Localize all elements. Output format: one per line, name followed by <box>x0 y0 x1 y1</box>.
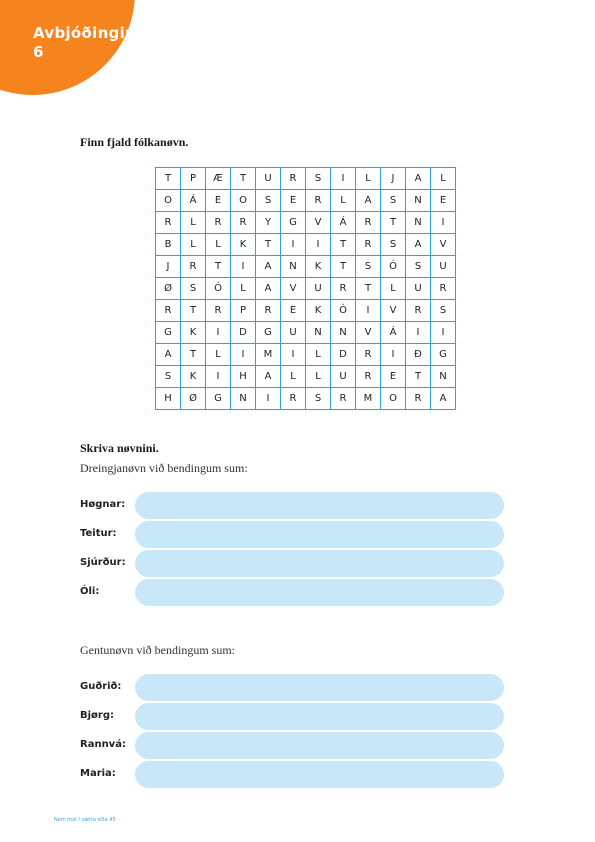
grid-cell[interactable]: I <box>281 344 306 366</box>
grid-cell[interactable]: U <box>306 278 331 300</box>
row-label: Sjúrður: <box>80 557 126 568</box>
grid-cell[interactable]: T <box>356 278 381 300</box>
grid-cell[interactable]: K <box>181 322 206 344</box>
answer-field[interactable] <box>135 674 504 701</box>
grid-cell[interactable]: G <box>206 388 231 410</box>
grid-cell[interactable]: R <box>331 388 356 410</box>
row-label: Bjørg: <box>80 710 115 721</box>
grid-cell[interactable]: N <box>331 322 356 344</box>
grid-cell[interactable]: D <box>231 322 256 344</box>
grid-cell[interactable]: G <box>431 344 456 366</box>
grid-cell[interactable]: V <box>381 300 406 322</box>
grid-cell[interactable]: S <box>256 190 281 212</box>
grid-cell[interactable]: M <box>356 388 381 410</box>
grid-cell[interactable]: S <box>156 366 181 388</box>
grid-cell[interactable]: I <box>431 212 456 234</box>
row-label: Óli: <box>80 586 100 597</box>
grid-row <box>156 212 456 234</box>
answer-row-maria <box>80 761 505 788</box>
grid-cell[interactable]: A <box>256 278 281 300</box>
grid-cell[interactable]: I <box>331 168 356 190</box>
grid-cell[interactable]: U <box>281 322 306 344</box>
grid-cell[interactable]: I <box>206 366 231 388</box>
exercise-title <box>33 24 136 62</box>
grid-cell[interactable]: A <box>256 256 281 278</box>
grid-cell[interactable]: Ø <box>181 388 206 410</box>
grid-cell[interactable]: Æ <box>206 168 231 190</box>
grid-cell[interactable]: T <box>331 256 356 278</box>
boys-intro: Dreingjanøvn við bendingum sum: <box>80 461 248 475</box>
grid-cell[interactable]: I <box>356 300 381 322</box>
grid-cell[interactable]: T <box>381 212 406 234</box>
grid-cell[interactable]: R <box>206 212 231 234</box>
grid-cell[interactable]: R <box>331 278 356 300</box>
grid-cell[interactable]: N <box>281 256 306 278</box>
exercise-title-number: 6 <box>33 43 44 61</box>
grid-cell[interactable]: Ó <box>206 278 231 300</box>
grid-cell[interactable]: P <box>181 168 206 190</box>
grid-cell[interactable]: G <box>281 212 306 234</box>
grid-cell[interactable]: E <box>281 300 306 322</box>
grid-cell[interactable]: L <box>281 366 306 388</box>
grid-cell[interactable]: I <box>381 344 406 366</box>
grid-cell[interactable]: A <box>156 344 181 366</box>
grid-cell[interactable]: N <box>231 388 256 410</box>
grid-row <box>156 344 456 366</box>
grid-cell[interactable]: N <box>406 212 431 234</box>
grid-cell[interactable]: K <box>181 366 206 388</box>
grid-cell[interactable]: L <box>431 168 456 190</box>
page-footer: Nem mál / sætta síða 45 <box>54 817 116 823</box>
grid-row <box>156 278 456 300</box>
grid-cell[interactable]: U <box>331 366 356 388</box>
answer-row-bjorg <box>80 703 505 730</box>
grid-cell[interactable]: Á <box>331 212 356 234</box>
grid-cell[interactable]: E <box>206 190 231 212</box>
grid-cell[interactable]: S <box>381 234 406 256</box>
grid-cell[interactable]: V <box>306 212 331 234</box>
grid-cell[interactable]: Ð <box>406 344 431 366</box>
answer-field[interactable] <box>135 761 504 788</box>
grid-cell[interactable]: R <box>231 212 256 234</box>
grid-cell[interactable]: A <box>406 168 431 190</box>
grid-cell[interactable]: L <box>181 212 206 234</box>
grid-cell[interactable]: L <box>206 344 231 366</box>
grid-cell[interactable]: E <box>281 190 306 212</box>
grid-cell[interactable]: R <box>306 190 331 212</box>
grid-cell[interactable]: M <box>256 344 281 366</box>
grid-cell[interactable]: O <box>231 190 256 212</box>
grid-cell[interactable]: R <box>356 234 381 256</box>
write-section-title: Skriva nøvnini. <box>80 441 159 455</box>
grid-cell[interactable]: T <box>206 256 231 278</box>
answer-row-sjurdur <box>80 550 505 577</box>
grid-cell[interactable]: R <box>281 168 306 190</box>
grid-cell[interactable]: I <box>231 344 256 366</box>
row-label: Teitur: <box>80 528 117 539</box>
grid-cell[interactable]: A <box>356 190 381 212</box>
grid-cell[interactable]: G <box>256 322 281 344</box>
row-label: Guðrið: <box>80 681 122 692</box>
grid-cell[interactable]: N <box>306 322 331 344</box>
answer-field[interactable] <box>135 579 504 606</box>
row-label: Maria: <box>80 768 116 779</box>
grid-cell[interactable]: G <box>156 322 181 344</box>
grid-cell[interactable]: R <box>256 300 281 322</box>
grid-cell[interactable]: T <box>256 234 281 256</box>
grid-cell[interactable]: R <box>356 366 381 388</box>
grid-cell[interactable]: I <box>281 234 306 256</box>
grid-cell[interactable]: E <box>431 190 456 212</box>
grid-cell[interactable]: L <box>306 366 331 388</box>
answer-row-rannva <box>80 732 505 759</box>
grid-cell[interactable]: T <box>231 168 256 190</box>
grid-cell[interactable]: P <box>231 300 256 322</box>
grid-cell[interactable]: R <box>356 344 381 366</box>
grid-row <box>156 256 456 278</box>
answer-field[interactable] <box>135 521 504 548</box>
grid-row <box>156 366 456 388</box>
grid-cell[interactable]: O <box>156 190 181 212</box>
grid-cell[interactable]: K <box>306 300 331 322</box>
grid-cell[interactable]: H <box>156 388 181 410</box>
grid-cell[interactable]: Ó <box>331 300 356 322</box>
instruction-text: Finn fjald fólkanøvn. <box>80 135 189 149</box>
grid-row <box>156 300 456 322</box>
grid-row <box>156 190 456 212</box>
grid-cell[interactable]: L <box>181 234 206 256</box>
grid-cell[interactable]: Á <box>181 190 206 212</box>
grid-cell[interactable]: I <box>256 388 281 410</box>
answer-field[interactable] <box>135 550 504 577</box>
grid-cell[interactable]: L <box>381 278 406 300</box>
grid-cell[interactable]: I <box>431 322 456 344</box>
grid-cell[interactable]: I <box>306 234 331 256</box>
grid-cell[interactable]: E <box>381 366 406 388</box>
grid-cell[interactable]: T <box>406 366 431 388</box>
grid-cell[interactable]: S <box>306 388 331 410</box>
grid-cell[interactable]: T <box>331 234 356 256</box>
girls-intro: Gentunøvn við bendingum sum: <box>80 643 235 657</box>
grid-cell[interactable]: I <box>206 322 231 344</box>
answer-field[interactable] <box>135 492 504 519</box>
grid-cell[interactable]: R <box>281 388 306 410</box>
answer-field[interactable] <box>135 732 504 759</box>
grid-cell[interactable]: I <box>406 322 431 344</box>
row-label: Høgnar: <box>80 499 126 510</box>
grid-cell[interactable]: R <box>406 388 431 410</box>
grid-cell[interactable]: S <box>356 256 381 278</box>
grid-cell[interactable]: R <box>431 278 456 300</box>
grid-cell[interactable]: T <box>156 168 181 190</box>
grid-cell[interactable]: R <box>181 256 206 278</box>
grid-cell[interactable]: L <box>206 234 231 256</box>
grid-cell[interactable]: U <box>431 256 456 278</box>
grid-cell[interactable]: A <box>406 234 431 256</box>
grid-row <box>156 322 456 344</box>
exercise-title-name: Avbjóðingin <box>33 24 137 42</box>
grid-cell[interactable]: S <box>306 168 331 190</box>
grid-cell[interactable]: L <box>306 344 331 366</box>
grid-cell[interactable]: Ó <box>381 256 406 278</box>
grid-cell[interactable]: L <box>331 190 356 212</box>
grid-cell[interactable]: R <box>156 300 181 322</box>
grid-cell[interactable]: B <box>156 234 181 256</box>
word-search-grid <box>155 167 456 410</box>
row-label: Rannvá: <box>80 739 126 750</box>
grid-row <box>156 388 456 410</box>
grid-cell[interactable]: N <box>431 366 456 388</box>
grid-cell[interactable]: Ø <box>156 278 181 300</box>
grid-cell[interactable]: K <box>306 256 331 278</box>
grid-cell[interactable]: R <box>206 300 231 322</box>
grid-cell[interactable]: R <box>156 212 181 234</box>
grid-cell[interactable]: S <box>406 256 431 278</box>
grid-cell[interactable]: J <box>381 168 406 190</box>
grid-cell[interactable]: H <box>231 366 256 388</box>
grid-cell[interactable]: V <box>431 234 456 256</box>
grid-cell[interactable]: L <box>356 168 381 190</box>
grid-cell[interactable]: U <box>406 278 431 300</box>
answer-row-gudrid <box>80 674 505 701</box>
grid-cell[interactable]: T <box>181 300 206 322</box>
grid-cell[interactable]: Á <box>381 322 406 344</box>
grid-cell[interactable]: N <box>406 190 431 212</box>
grid-cell[interactable]: R <box>356 212 381 234</box>
answer-row-oli <box>80 579 505 606</box>
grid-cell[interactable]: L <box>231 278 256 300</box>
answer-row-hognar <box>80 492 505 519</box>
grid-cell[interactable]: I <box>231 256 256 278</box>
grid-cell[interactable]: Y <box>256 212 281 234</box>
grid-cell[interactable]: A <box>431 388 456 410</box>
grid-cell[interactable]: J <box>156 256 181 278</box>
grid-cell[interactable]: S <box>181 278 206 300</box>
answer-field[interactable] <box>135 703 504 730</box>
grid-cell[interactable]: A <box>256 366 281 388</box>
grid-cell[interactable]: O <box>381 388 406 410</box>
grid-cell[interactable]: U <box>256 168 281 190</box>
grid-cell[interactable]: T <box>181 344 206 366</box>
grid-cell[interactable]: K <box>231 234 256 256</box>
grid-cell[interactable]: S <box>431 300 456 322</box>
grid-cell[interactable]: V <box>281 278 306 300</box>
grid-row <box>156 168 456 190</box>
grid-cell[interactable]: S <box>381 190 406 212</box>
grid-row <box>156 234 456 256</box>
answer-row-teitur <box>80 521 505 548</box>
grid-cell[interactable]: V <box>356 322 381 344</box>
grid-cell[interactable]: R <box>406 300 431 322</box>
grid-cell[interactable]: D <box>331 344 356 366</box>
